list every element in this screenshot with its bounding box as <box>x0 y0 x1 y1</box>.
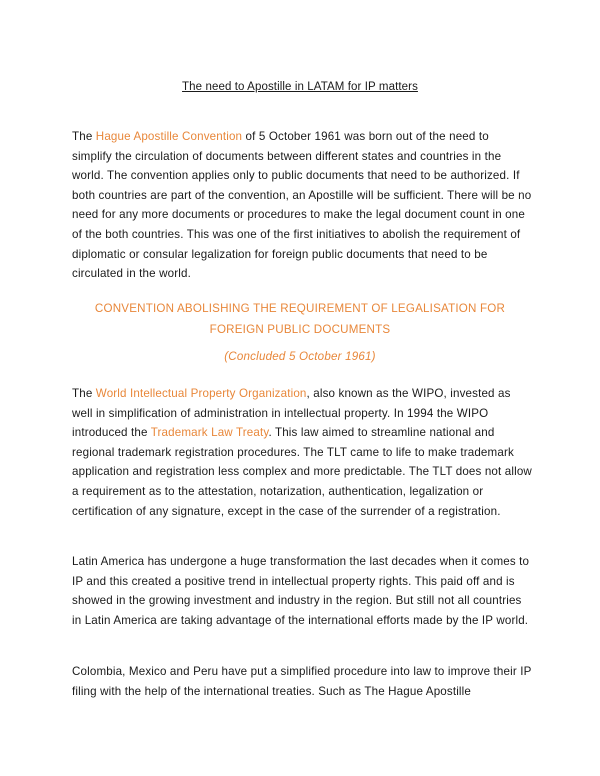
paragraph-body-text: , also known as the WIPO, invested as well in simplification of administration in intellectual property. In 1994 the WIPO introduced the <box>72 387 511 440</box>
paragraph-body-text: . This law aimed to streamline national and regional trademark registration procedures. The TLT came to life to make trademark application and registration less complex and more predictable. The TLT does not allow a requirement as to the attestation, notarization, authentication, legalization or certification of any signature, except in the case of the surrender of a registration. <box>72 426 532 518</box>
paragraph-lead-text: The <box>72 387 93 400</box>
hague-apostille-convention-link[interactable]: Hague Apostille Convention <box>92 130 246 143</box>
convention-heading-line-1: CONVENTION ABOLISHING THE REQUIREMENT OF LEGALISATION FOR <box>94 302 506 315</box>
convention-concluded-date: (Concluded 5 October 1961) <box>224 350 376 363</box>
trademark-law-treaty-link[interactable]: Trademark Law Treaty <box>150 426 269 440</box>
paragraph-wipo <box>72 384 532 521</box>
wipo-link[interactable]: World Intellectual Property Organization <box>92 387 307 400</box>
convention-heading <box>60 298 540 340</box>
paragraph-latin-america: Latin America has undergone a huge transformation the last decades when it comes to IP and this created a positive trend in intellectual property rights. This paid off and is showed in the growing investment and industry in the region. But still not all countries in Latin America are taking advantage of the international efforts made by the IP world. <box>72 555 530 627</box>
paragraph-colombia-mexico-peru: Colombia, Mexico and Peru have put a simplified procedure into law to improve their IP filing with the help of the international treaties. Such as The Hague Apostille <box>72 665 532 698</box>
paragraph-lead-text: The <box>72 130 93 143</box>
paragraph-hague-convention <box>72 127 532 284</box>
paragraph-body-text: of 5 October 1961 was born out of the need to simplify the circulation of documents between different states and countries in the world. The convention applies only to public documents that need to be authorized. If both countries are part of the convention, an Apostille will be sufficient. There will be no need for any more documents or procedures to make the legal document count in one of the both countries. This was one of the first initiatives to abolish the requirement of diplomatic or consular legalization for foreign public documents that need to be circulated in the world. <box>72 130 532 281</box>
document-title: The need to Apostille in LATAM for IP matters <box>182 81 418 93</box>
convention-heading-line-2: FOREIGN PUBLIC DOCUMENTS <box>209 323 391 336</box>
